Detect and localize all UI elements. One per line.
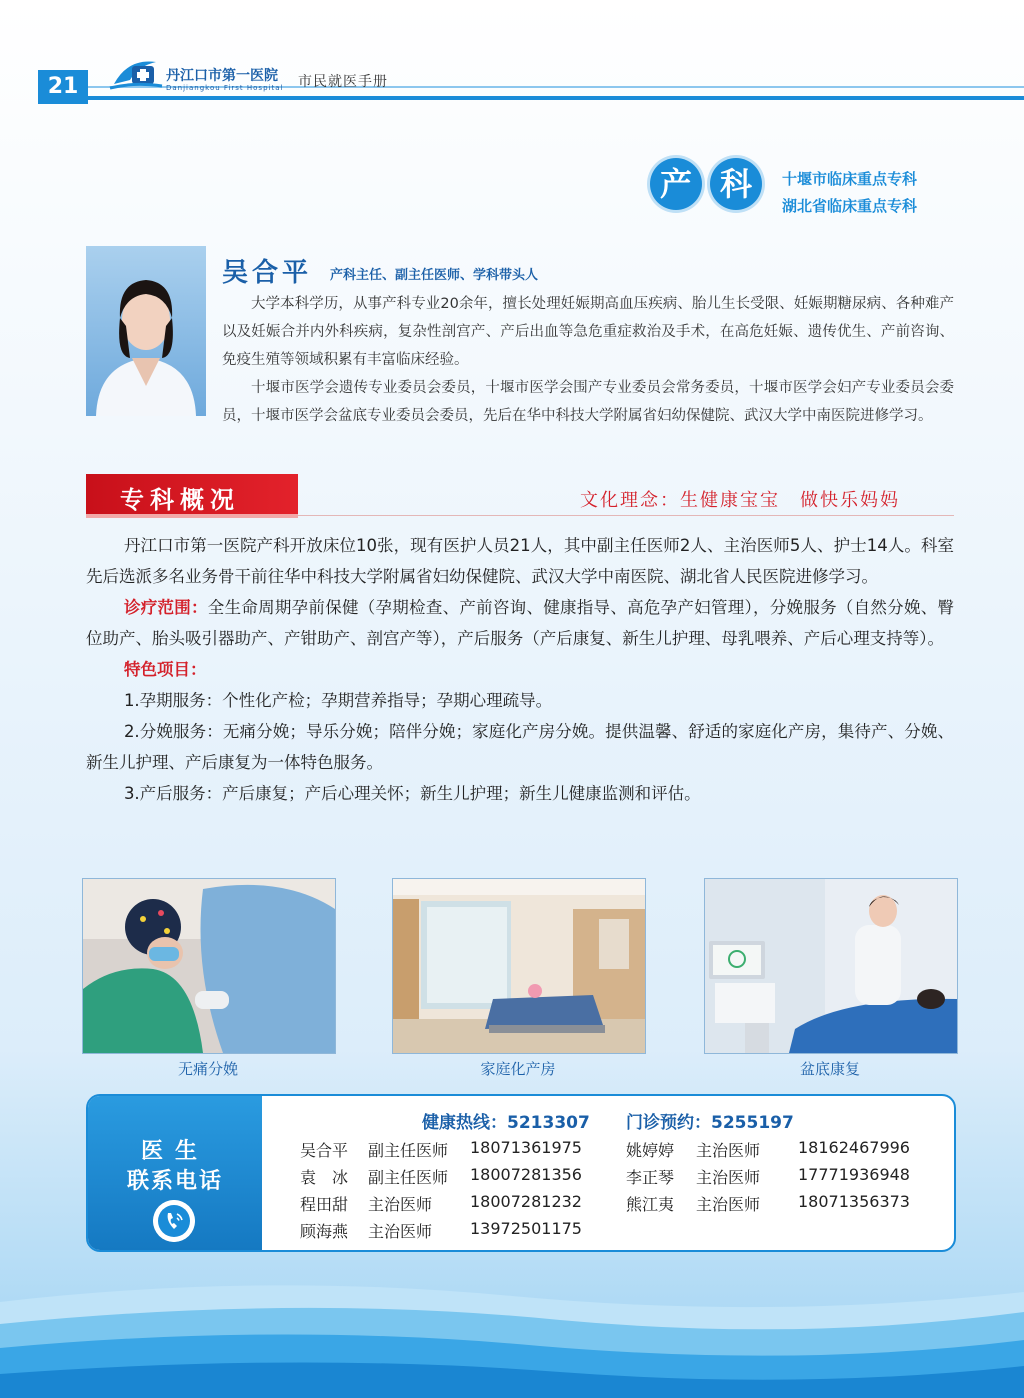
doctor-bio-paragraph-1: 大学本科学历，从事产科专业20余年，擅长处理妊娠期高血压疾病、胎儿生长受限、妊娠期糖尿病、各种难产以及妊娠合并内外科疾病，复杂性剖宫产、产后出血等急危重症救治及手术，在高危妊娠、遗传优生、产前咨询、免疫生殖等领域积累有丰富临床经验。: [222, 296, 954, 368]
contact-name: 袁 冰: [300, 1168, 349, 1187]
photo-caption: 家庭化产房: [480, 1060, 556, 1078]
contact-name: 顾海燕: [300, 1222, 349, 1241]
photo-caption: 盆底康复: [799, 1060, 860, 1078]
contact-phone: 18007281356: [470, 1165, 582, 1184]
section-divider: [86, 515, 954, 516]
department-tag-2: 湖北省临床重点专科: [782, 197, 918, 215]
contact-role: 主治医师: [696, 1195, 761, 1214]
doctor-bio-paragraph-2: 十堰市医学会遗传专业委员会委员，十堰市医学会围产专业委员会常务委员，十堰市医学会妇产专业委员会委员，十堰市医学会盆底专业委员会委员，先后在华中科技大学附属省妇幼保健院、武汉大学中南医院进修学习。: [222, 380, 954, 424]
doctor-title: 产科主任、副主任医师、学科带头人: [330, 268, 539, 283]
page-number: 21: [38, 70, 88, 104]
contact-name: 李正琴: [626, 1168, 675, 1187]
contact-name: 姚婷婷: [626, 1141, 675, 1160]
photo-caption: 无痛分娩: [177, 1060, 238, 1078]
phone-icon: [153, 1200, 195, 1242]
contact-role: 主治医师: [368, 1222, 433, 1241]
department-char-2: 科: [710, 158, 762, 210]
culture-motto: 文化理念：生健康宝宝 做快乐妈妈: [580, 490, 900, 511]
photo-painless-delivery: [82, 878, 336, 1054]
decorative-waves: [0, 1262, 1024, 1398]
feature-item: 3.产后服务：产后康复；产后心理关怀；新生儿护理；新生儿健康监测和评估。: [123, 784, 701, 803]
feature-item: 2.分娩服务：无痛分娩；导乐分娩；陪伴分娩；家庭化产房分娩。提供温馨、舒适的家庭化产房，集待产、分娩、新生儿护理、产后康复为一体特色服务。: [86, 722, 954, 772]
scope-label: 诊疗范围：: [123, 598, 208, 617]
rehab-room-icon: [705, 879, 957, 1053]
contact-label-phone: 联系电话: [126, 1169, 223, 1194]
photo-family-delivery-room: [392, 878, 646, 1054]
section-title: 专科概况: [120, 486, 240, 514]
doctor-bio: [222, 290, 954, 430]
health-hotline: 健康热线：5213307: [422, 1113, 590, 1133]
contact-phone: 18071356373: [798, 1192, 910, 1211]
contact-role: 主治医师: [368, 1195, 433, 1214]
hospital-name: 丹江口市第一医院: [166, 68, 278, 84]
feature-item: 1.孕期服务：个性化产检；孕期营养指导；孕期心理疏导。: [123, 691, 553, 710]
features-label: 特色项目：: [123, 660, 207, 679]
doctor-name: 吴合平: [222, 258, 313, 288]
appointment-line: 门诊预约：5255197: [626, 1113, 794, 1133]
doctor-photo: [86, 246, 206, 416]
contact-role: 副主任医师: [368, 1168, 449, 1187]
hospital-name-en: Danjiangkou First Hospital: [166, 84, 284, 92]
handbook-title: 市民就医手册: [298, 74, 388, 90]
contact-role: 副主任医师: [368, 1141, 449, 1160]
header-rule: [88, 96, 1024, 100]
overview-scope: [86, 592, 954, 654]
contact-phone: 18071361975: [470, 1138, 582, 1157]
contact-name: 熊江夷: [626, 1195, 675, 1214]
contact-name: 程田甜: [300, 1195, 349, 1214]
scope-text: 全生命周期孕前保健（孕期检查、产前咨询、健康指导、高危孕产妇管理），分娩服务（自然分娩、臀位助产、胎头吸引器助产、产钳助产、剖宫产等），产后服务（产后康复、新生儿护理、母乳喂养、产后心理支持等）。: [86, 598, 955, 648]
contact-label-panel: [88, 1096, 262, 1250]
department-char-1: 产: [650, 158, 702, 210]
contact-phone: 18007281232: [470, 1192, 582, 1211]
contact-role: 主治医师: [696, 1141, 761, 1160]
photo-pelvic-floor-rehab: [704, 878, 958, 1054]
department-tag-1: 十堰市临床重点专科: [782, 170, 918, 188]
contact-label-doctor: 医生: [140, 1139, 209, 1164]
contact-box: [86, 1094, 956, 1252]
department-overview: [86, 530, 954, 809]
hospital-logo-icon: [108, 54, 164, 94]
contact-phone: 13972501175: [470, 1219, 582, 1238]
doctor-portrait-icon: [86, 246, 206, 416]
delivery-room-icon: [393, 879, 645, 1053]
contact-role: 主治医师: [696, 1168, 761, 1187]
overview-intro: 丹江口市第一医院产科开放床位10张，现有医护人员21人，其中副主任医师2人、主治医师5人、护士14人。科室先后选派多名业务骨干前往华中科技大学附属省妇幼保健院、武汉大学中南医院、湖北省人民医院进修学习。: [86, 536, 954, 586]
contact-name: 吴合平: [300, 1141, 349, 1160]
surgery-scene-icon: [83, 879, 335, 1053]
contact-phone: 17771936948: [798, 1165, 910, 1184]
contact-phone: 18162467996: [798, 1138, 910, 1157]
